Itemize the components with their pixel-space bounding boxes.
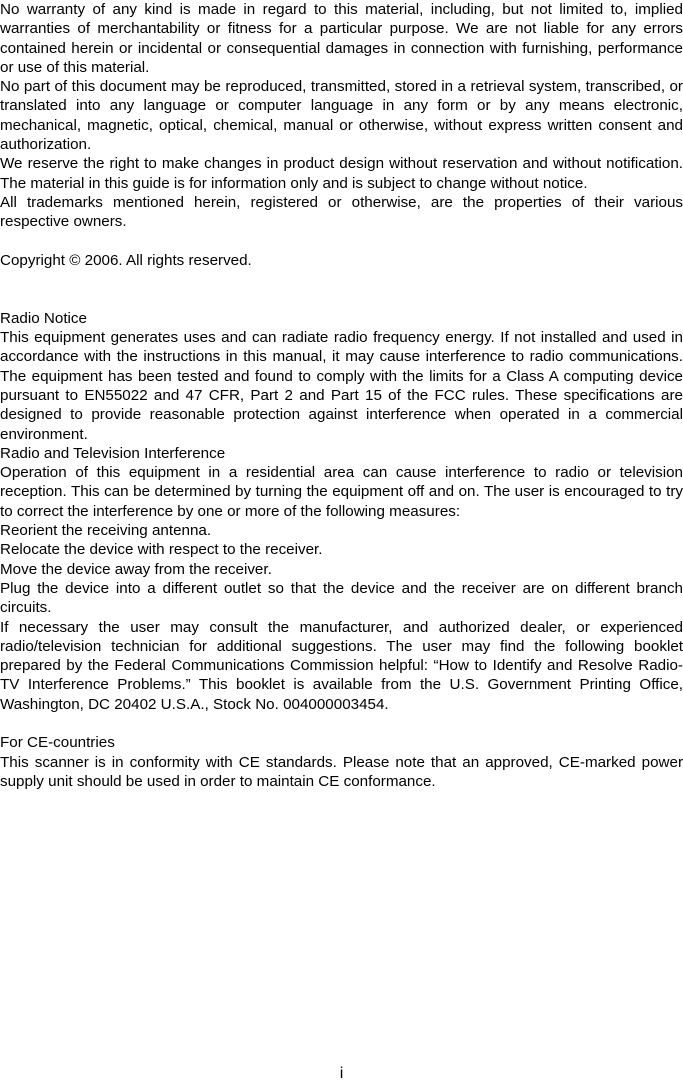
ce-body: This scanner is in conformity with CE standards. Please note that an approved, CE-marked power supply unit should be used in order to maintain CE conformance. [0,753,683,790]
reproduction-paragraph: No part of this document may be reproduced, transmitted, stored in a retrieval system, transcribed, or translated into any language or computer language in any form or by any means electronic, mechanical, magnetic, optical, chemical, manual or otherwise, without express written consent and authorization. [0,78,683,154]
measure-item: Reorient the receiving antenna. [0,522,212,540]
warranty-paragraph: No warranty of any kind is made in regard to this material, including, but not limited to, implied warranties of merchantability or fitness for a particular purpose. We are not liable for any errors contained herein or incidental or consequential damages in connection with furnishing, performance or use of this material. [0,1,683,76]
trademarks-paragraph: All trademarks mentioned herein, registered or otherwise, are the properties of their various respective owners. [0,193,683,231]
measure-item: Relocate the device with respect to the receiver. [0,541,323,559]
spacer [0,714,683,733]
radio-notice-heading: Radio Notice [0,309,87,327]
measure-item: Plug the device into a different outlet so that the device and the receiver are on different branch circuits. [0,579,683,617]
page-number: i [339,1065,344,1082]
radio-tv-intro: Operation of this equipment in a residential area can cause interference to radio or television reception. This can be determined by turning the equipment off and on. The user is encouraged to try to correct the interference by one or more of the following measures: [0,464,683,520]
radio-notice-body: This equipment generates uses and can radiate radio frequency energy. If not installed and used in accordance with the instructions in this manual, it may cause interference to radio communications. The equipment has been tested and found to comply with the limits for a Class A computing device pursuant to EN55022 and 47 CFR, Part 2 and Part 15 of the FCC rules. These specifications are designed to provide reasonable protection against interference when operated in a commercial environment. [0,329,683,443]
spacer [0,270,683,309]
spacer [0,232,683,251]
measure-item: Move the device away from the receiver. [0,560,272,578]
ce-heading: For CE-countries [0,734,115,752]
consult-paragraph: If necessary the user may consult the manufacturer, and authorized dealer, or experienced radio/television technician for additional suggestions. The user may find the following booklet prepared by the Federal Communications Commission helpful: “How to Identify and Resolve Radio-TV Interference Problems.” This booklet is available from the U.S. Government Printing Office, Washington, DC 20402 U.S.A., Stock No. 004000003454. [0,618,683,713]
copyright-line: Copyright © 2006. All rights reserved. [0,251,252,269]
changes-paragraph: We reserve the right to make changes in product design without reservation and without notification. The material in this guide is for information only and is subject to change without notice. [0,155,683,192]
radio-tv-heading: Radio and Television Interference [0,444,226,462]
